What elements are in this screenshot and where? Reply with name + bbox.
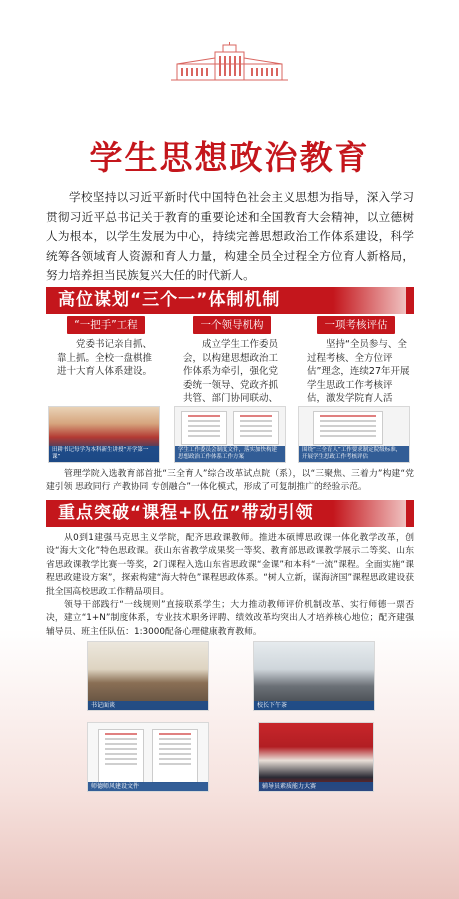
column-assessment [298, 316, 414, 463]
photo-caption: 辅导员素质能力大赛 [259, 782, 373, 791]
photo-first-lesson [48, 406, 160, 463]
photo-caption: 围绕“三全育人”工作要求制定院级标准，开展学生思政工作考核评估 [299, 446, 409, 462]
section2-paragraph-2: 领导干部践行“一线规则”直接联系学生；大力推动教师评价机制改革、实行师德一票否决，建立“1+N”制度体系，专业技术职务评聘、绩效改革均突出人才培养核心地位；配齐建强辅导员、班主任队伍：1:3000配备心理健康教育教师。 [46, 600, 414, 637]
photo-counselor-contest [258, 722, 374, 792]
column-label: 一项考核评估 [317, 316, 395, 334]
photo-president-tea [253, 641, 375, 711]
photo-caption: 学生工作委员会制度文件，落实加快构建思想政治工作体系工作方案 [175, 446, 285, 462]
photo-caption: 书记面谈 [88, 701, 208, 710]
column-yibashou [48, 316, 164, 463]
page-title: 学生思想政治教育 [89, 138, 370, 177]
column-text: 坚持“全员参与、全过程考核、全方位评估”理念，连续27年开展学生思政工作考核评估，激发学院育人活 [307, 339, 410, 404]
photo-caption: 师德师风建设文件 [88, 782, 208, 791]
column-leadership-body [174, 316, 290, 463]
column-label: 一个领导机构 [193, 316, 271, 334]
column-text: 党委书记亲自抓、靠上抓。全校一盘棋推进十大育人体系建设。 [57, 339, 153, 377]
section2-paragraph-1: 从0到1建强马克思主义学院，配齐思政课教师。推进本硕博思政课一体化教学改革，创设“海大文化”特色思政课。获山东省教学成果奖一等奖、教育部思政课教学展示二等奖、山东省思政课教学比赛一等奖，2门课程入选山东省思政课“金课”和本科“一流”课程。全面实施“课程思政建设方案”，探索构建“海大特色”课程思政体系。“树人立新，谋海济国”课程思政建设获批全国高校思政工作精品项目。 [46, 533, 414, 597]
photo-caption: 田耕书记每学为本科新生讲授“开学第一课” [49, 446, 159, 462]
section1-summary: 管理学院入选教育部首批“三全育人”综合改革试点院（系），以“三聚焦、三着力”构建“党建引领 思政同行 产教协同 专创融合”一体化模式，形成了可复制推广的经验示范。 [46, 469, 414, 493]
intro-paragraph: 学校坚持以习近平新时代中国特色社会主义思想为指导，深入学习贯彻习近平总书记关于教育的重要论述和全国教育大会精神，以立德树人为根本，以学生发展为中心，持续完善思想政治工作体系建设，科学统筹各领域育人资源和育人力量，构建全员全过程全方位育人新格局，努力培养担当民族复兴大任的时代新人。 [46, 190, 414, 282]
section2-heading: 重点突破“课程+队伍”带动引领 [46, 500, 414, 527]
photo-assessment-doc [298, 406, 410, 463]
photo-caption: 校长下午茶 [254, 701, 374, 710]
column-label: “一把手”工程 [67, 316, 145, 334]
photo-ethics-documents [87, 722, 209, 792]
column-text: 成立学生工作委员会，以构建思想政治工作体系为牵引，强化党委统一领导、党政齐抓共管、部门协同联动、 [183, 339, 279, 404]
photo-secretary-meeting [87, 641, 209, 711]
university-building-logo [171, 42, 288, 82]
section1-heading: 高位谋划“三个一”体制机制 [46, 287, 414, 314]
photo-documents [174, 406, 286, 463]
